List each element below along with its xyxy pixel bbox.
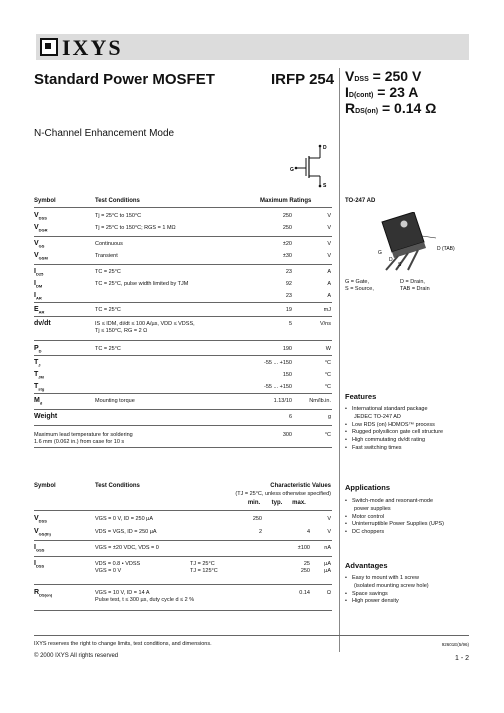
advantages-heading: Advantages [345,561,388,570]
max-row-value: 1.13/10 [273,398,292,404]
pkg-legend-source: S = Source, [345,286,374,292]
char-row-condition: VDS = VGS, ID = 250 µA [95,529,157,535]
features-item: International standard package [352,406,428,412]
char-row-unit-2: µA [324,568,331,574]
applications-item: Motor control [352,513,385,520]
table-rule [34,447,332,448]
max-row-condition: TC = 25°C [95,269,121,275]
applications-item: DC choppers [352,529,385,536]
char-row-max: 0.14 [299,590,310,596]
column-divider [339,68,340,652]
features-item: High commutating dv/dt rating [352,437,426,444]
bullet-dot-icon: • [345,590,347,597]
max-row-symbol: $T_J$ [34,359,41,368]
max-row-symbol: $T_{stg}$ [34,383,45,392]
max-row-unit: V [327,225,331,231]
features-item: Low RDS (on) HDMOS™ process [352,421,435,428]
max-row-unit: g [327,414,331,420]
max-row-symbol: $I_{DM}$ [34,280,43,289]
package-name: TO-247 AD [345,198,376,204]
max-row-condition: TC = 25°C [95,346,121,352]
max-row-symbol: $M_d$ [34,397,43,406]
applications-heading: Applications [345,483,391,492]
bullet-dot-icon: • [345,529,347,536]
table-rule [34,316,332,317]
max-row-value: 92 [285,281,292,287]
char-header-typ: typ. [271,500,283,506]
table-rule [34,540,332,541]
table-rule [34,393,332,394]
max-header-ratings: Maximum Ratings [260,198,312,204]
advantages-item: High power density [352,598,399,605]
table-rule [34,425,332,426]
max-row-value: ±20 [282,241,292,247]
char-row-condition: VGS = 10 V, ID = 14 A [95,590,150,596]
max-row-condition: TC = 25°C, pulse width limited by TJM [95,281,189,287]
bullet-dot-icon: • [345,575,347,581]
max-row-unit: V [327,241,331,247]
table-rule [34,302,332,303]
bullet-dot-icon: • [345,429,347,436]
max-row-symbol: $V_{DGR}$ [34,224,48,233]
features-item: Fast switching times [352,445,402,451]
char-row-min: 250 [252,516,262,522]
table-rule [34,355,332,356]
pkg-tab-label: D (TAB) [437,246,455,252]
char-row-symbol: $V_{GS(th)}$ [34,528,51,537]
mosfet-symbol-icon [288,142,336,188]
advantages-item: Easy to mount with 1 screw [352,575,419,581]
gate-label: G [290,167,294,173]
solder-note-line2: 1.6 mm (0.062 in.) from case for 10 s [34,439,125,445]
char-row-unit: V [327,529,331,535]
max-row-unit: V/ns [319,321,331,327]
applications-item: Switch-mode and resonant-mode [352,498,434,504]
max-row-value: 6 [288,414,292,420]
table-rule [34,264,332,265]
max-row-symbol: $I_{AR}$ [34,292,42,301]
max-row-value: 250 [282,225,292,231]
features-item: Rugged polysilicon gate cell structure [352,429,444,436]
max-row-symbol: Weight [34,413,58,420]
bullet-dot-icon: • [345,498,347,504]
max-row-unit: mJ [323,307,331,313]
max-row-value: -55 ... +150 [264,360,292,366]
char-row-max: 25 [303,561,310,567]
spec-id: ID(cont) = 23 A [345,84,419,100]
max-row-unit: Nm/lb.in. [309,398,331,404]
advantages-item: Space savings [352,590,388,597]
pkg-legend-drain: D = Drain, [400,279,425,285]
to247-package-icon [360,212,470,272]
max-row-symbol: $I_{D25}$ [34,268,44,277]
solder-note-line1: Maximum lead temperature for soldering [34,432,133,438]
char-row-symbol: $I_{DSS}$ [34,560,45,569]
solder-unit: °C [324,432,331,438]
spec-rds: RDS(on) = 0.14 Ω [345,100,437,116]
max-row-unit: V [327,213,331,219]
max-row-symbol: $P_D$ [34,345,42,354]
pkg-gate-label: G [378,250,382,256]
footer-rights-note: IXYS reserves the right to change limits, test conditions, and dimensions. [34,641,212,647]
advantages-item: (isolated mounting screw hole) [354,582,429,589]
max-row-value: 23 [285,293,292,299]
footer-rule [34,635,469,636]
char-row-condition-2: VGS = 0 V [95,568,122,574]
char-row-symbol: $V_{DSS}$ [34,515,47,524]
source-label: S [323,183,327,188]
max-row-symbol: $V_{DSS}$ [34,212,47,221]
bullet-dot-icon: • [345,513,347,520]
max-row-symbol: $E_{AR}$ [34,306,45,315]
solder-value: 300 [282,432,292,438]
max-row-condition: Tj = 25°C to 150°C; RGS = 1 MΩ [95,225,176,231]
max-row-value: 19 [285,307,292,313]
char-row-unit: nA [324,545,331,551]
char-row-max-2: 250 [300,568,310,574]
max-row-value: 150 [282,372,292,378]
char-row-unit: Ω [326,590,331,596]
char-row-condition: VGS = ±20 VDC, VDS = 0 [95,545,159,551]
footer-doc-code: 92601E(5/96) [441,642,469,647]
char-row-condition-temp-2: TJ = 125°C [190,568,218,574]
bullet-dot-icon: • [345,521,347,528]
max-row-condition: Continuous [95,241,123,247]
max-row-condition-2: Tj ≤ 150°C, RG = 2 Ω [95,328,148,334]
brand-name: IXYS [62,35,123,60]
max-row-symbol: $T_{JM}$ [34,371,44,380]
char-row-max: ±100 [297,545,310,551]
table-rule [34,236,332,237]
table-rule [34,510,332,511]
char-row-min: 2 [258,529,262,535]
table-rule [34,556,332,557]
char-header-conditions: Test Conditions [95,483,140,489]
subtitle: N-Channel Enhancement Mode [34,128,175,139]
pkg-drain-label: D [389,257,393,263]
max-row-value: ±30 [282,253,292,259]
max-row-condition: TC = 25°C [95,307,121,313]
pkg-source-label: S [398,262,402,268]
bullet-dot-icon: • [345,421,347,428]
max-row-value: 5 [288,321,292,327]
max-row-symbol: dv/dt [34,320,51,327]
max-row-value: -55 ... +150 [264,384,292,390]
max-row-value: 190 [282,346,292,352]
bullet-dot-icon: • [345,406,347,412]
char-row-unit: µA [324,561,331,567]
char-header-max: max. [292,500,306,506]
table-rule [34,610,332,611]
footer-copyright: © 2000 IXYS All rights reserved [34,653,119,659]
char-header-symbol: Symbol [34,483,56,489]
max-row-value: 250 [282,213,292,219]
table-rule [34,207,332,208]
bullet-dot-icon: • [345,445,347,451]
table-rule [34,584,332,585]
char-row-symbol: $I_{GSS}$ [34,544,45,553]
pkg-legend-tab: TAB = Drain [400,286,430,292]
char-row-condition-temp: TJ = 25°C [190,561,215,567]
page-title: Standard Power MOSFET [34,71,215,88]
max-row-unit: °C [324,384,331,390]
max-row-unit: °C [324,372,331,378]
footer-page: 1 - 2 [454,655,469,662]
max-row-unit: A [327,281,331,287]
max-row-unit: V [327,253,331,259]
spec-vdss: VDSS = 250 V [345,68,422,84]
max-row-condition: Transient [95,253,118,259]
part-number: IRFP 254 [271,71,335,88]
char-header-min: min. [247,500,261,506]
features-heading: Features [345,392,377,401]
max-row-symbol: $V_{GSM}$ [34,252,48,261]
max-row-condition: Mounting torque [95,398,135,404]
features-item: JEDEC TO-247 AD [354,413,401,420]
drain-label: D [323,145,327,151]
char-row-symbol: $R_{DS(on)}$ [34,589,53,598]
char-row-condition-2: Pulse test, t ≤ 300 µs, duty cycle d ≤ 2 % [95,597,195,603]
max-row-condition: Tj = 25°C to 150°C [95,213,142,219]
char-header-tj: (TJ = 25°C, unless otherwise specified) [235,491,331,497]
applications-item: power supplies [354,505,391,512]
char-row-condition: VGS = 0 V, ID = 250 µA [95,516,153,522]
max-row-unit: °C [324,360,331,366]
applications-item: Uninterruptible Power Supplies (UPS) [352,521,445,528]
max-header-symbol: Symbol [34,198,56,204]
pkg-legend-gate: G = Gate, [345,279,369,285]
table-rule [34,340,332,341]
table-rule [34,409,332,410]
bullet-dot-icon: • [345,437,347,444]
max-row-unit: W [325,346,331,352]
max-row-unit: A [327,293,331,299]
max-header-conditions: Test Conditions [95,198,140,204]
char-row-condition: VDS = 0.8 • VDSS [95,561,141,567]
char-row-unit: V [327,516,331,522]
max-row-condition: IS ≤ IDM, di/dt ≤ 100 A/µs, VDD ≤ VDSS, [95,321,195,327]
char-header-values: Characteristic Values [270,483,331,489]
max-row-symbol: $V_{GS}$ [34,240,45,249]
max-row-value: 23 [285,269,292,275]
max-row-unit: A [327,269,331,275]
char-row-max: 4 [306,529,310,535]
bullet-dot-icon: • [345,598,347,605]
ixys-logo-icon [40,38,58,56]
